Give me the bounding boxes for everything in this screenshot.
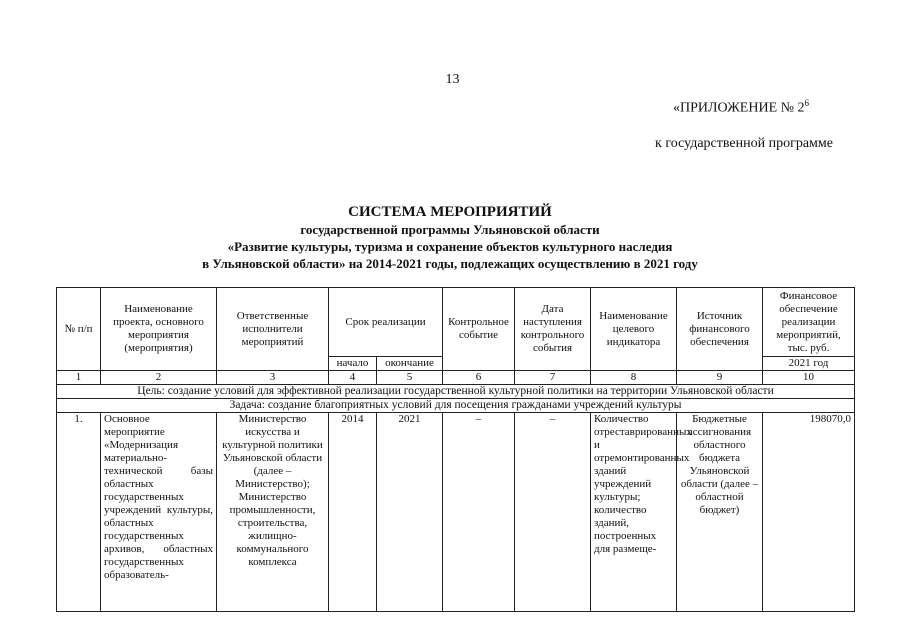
title-line-1: государственной программы Ульяновской области [300, 222, 600, 237]
row-date: – [515, 413, 591, 612]
column-number: 9 [677, 371, 763, 385]
goal-row [57, 385, 855, 399]
column-number: 10 [763, 371, 855, 385]
goal-text: Цель: создание условий для эффективной реализации государственной культурной политики на территории Ульяновской области [57, 385, 855, 399]
header-finance: Финансовое обеспечение реализации мероприятий, тыс. руб. [763, 288, 855, 357]
document-title [60, 204, 840, 272]
measures-table [56, 287, 855, 612]
row-project: Основное мероприятие «Модернизация материально-технической базы областных государственных учреждений культуры, областных государственных архивов, областных государственных образователь- [104, 413, 213, 581]
appendix-label [673, 98, 809, 117]
row-control: – [443, 413, 515, 612]
header-event-date: Дата наступления контрольного события [515, 288, 591, 371]
column-number-row [57, 371, 855, 385]
row-start: 2014 [329, 413, 377, 612]
row-num: 1. [57, 413, 101, 612]
page-number: 13 [445, 72, 460, 87]
column-number: 5 [377, 371, 443, 385]
column-number: 4 [329, 371, 377, 385]
column-number: 6 [443, 371, 515, 385]
title-main: СИСТЕМА МЕРОПРИЯТИЙ [348, 204, 552, 220]
header-start: начало [329, 357, 377, 371]
row-executors-cell [217, 413, 329, 612]
header-period: Срок реализации [329, 288, 443, 357]
title-line-3: в Ульяновской области» на 2014-2021 годы, подлежащих осуществлению в 2021 году [202, 256, 698, 271]
task-row [57, 399, 855, 413]
appendix-text: «ПРИЛОЖЕНИЕ № 2 [673, 100, 805, 116]
header-control-event: Контрольное событие [443, 288, 515, 371]
header-indicator: Наименование целевого индикатора [591, 288, 677, 371]
appendix-superscript: 6 [804, 98, 809, 108]
column-number: 1 [57, 371, 101, 385]
header-year: 2021 год [763, 357, 855, 371]
row-project-cell [101, 413, 217, 612]
column-number: 2 [101, 371, 217, 385]
header-end: окончание [377, 357, 443, 371]
row-executors: Министерство искусства и культурной политики Ульяновской области (далее – Министерство); Министерство промышленности, строительства, жилищно-коммунального комплекса [222, 413, 323, 568]
row-indicator: Количество отреставрированных и отремонтированных зданий учреждений культуры; количество зданий, построенных для размеще- [594, 413, 692, 555]
header-source: Источник финансового обеспечения [677, 288, 763, 371]
program-reference: к государственной программе [655, 136, 833, 151]
header-project: Наименование проекта, основного мероприятия (мероприятия) [101, 288, 217, 371]
task-text: Задача: создание благоприятных условий для посещения гражданами учреждений культуры [57, 399, 855, 413]
row-end: 2021 [377, 413, 443, 612]
header-row [57, 288, 855, 357]
row-source: Бюджетные ассигнования областного бюджета Ульяновской области (далее – областной бюджет) [680, 413, 759, 516]
header-executors: Ответственные исполнители мероприятий [217, 288, 329, 371]
table-row [57, 413, 855, 612]
row-amount: 198070,0 [763, 413, 855, 612]
title-line-2: «Развитие культуры, туризма и сохранение объектов культурного наследия [227, 239, 673, 254]
row-source-cell [677, 413, 763, 612]
column-number: 7 [515, 371, 591, 385]
column-number: 3 [217, 371, 329, 385]
header-num: № п/п [57, 288, 101, 371]
column-number: 8 [591, 371, 677, 385]
row-indicator-cell [591, 413, 692, 612]
